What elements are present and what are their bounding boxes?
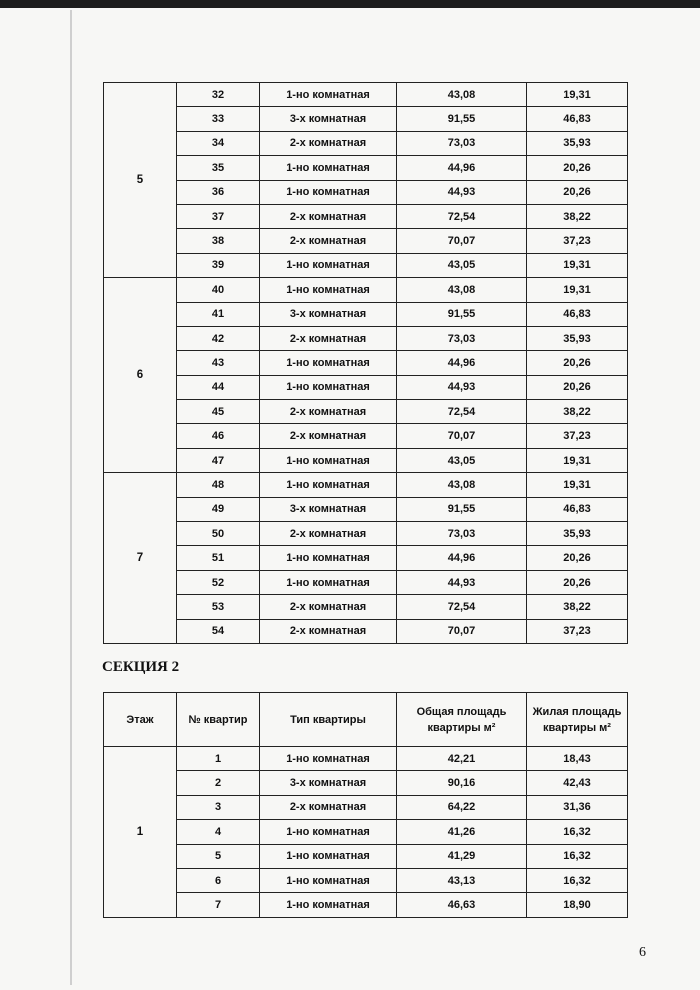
apartment-number-cell: 46 [177,424,260,448]
apartment-type-cell: 3-х комнатная [260,497,397,521]
living-area-cell: 37,23 [527,229,628,253]
table-row [104,424,628,448]
table-row [104,570,628,594]
living-area-cell: 19,31 [527,448,628,472]
living-area-cell: 20,26 [527,156,628,180]
total-area-cell: 72,54 [397,400,527,424]
section-title: СЕКЦИЯ 2 [102,659,180,675]
living-area-cell: 16,32 [527,844,628,868]
living-area-cell: 46,83 [527,302,628,326]
header-apartment-number: № квартир [177,693,260,747]
apartment-type-cell: 1-но комнатная [260,844,397,868]
floor-cell: 7 [104,473,177,644]
apartment-type-cell: 3-х комнатная [260,107,397,131]
apartment-type-cell: 1-но комнатная [260,546,397,570]
table-row [104,595,628,619]
apartment-type-cell: 2-х комнатная [260,204,397,228]
table-row [104,473,628,497]
apartment-number-cell: 44 [177,375,260,399]
total-area-cell: 43,08 [397,278,527,302]
apartment-type-cell: 2-х комнатная [260,424,397,448]
total-area-cell: 43,05 [397,253,527,277]
apartment-type-cell: 1-но комнатная [260,893,397,917]
total-area-cell: 70,07 [397,619,527,643]
apartment-type-cell: 1-но комнатная [260,180,397,204]
apartment-number-cell: 40 [177,278,260,302]
table-row [104,351,628,375]
total-area-cell: 73,03 [397,131,527,155]
total-area-cell: 91,55 [397,107,527,131]
apartment-type-cell: 2-х комнатная [260,522,397,546]
table-row [104,107,628,131]
table-row [104,180,628,204]
apartment-number-cell: 39 [177,253,260,277]
table-row [104,375,628,399]
table-row [104,868,628,892]
header-total-area: Общая площадь квартиры м² [397,693,527,747]
total-area-cell: 73,03 [397,326,527,350]
living-area-cell: 18,90 [527,893,628,917]
apartments-table-continued [103,82,628,644]
apartment-type-cell: 1-но комнатная [260,83,397,107]
apartment-type-cell: 2-х комнатная [260,229,397,253]
table-row [104,497,628,521]
floor-cell: 6 [104,278,177,473]
apartment-type-cell: 1-но комнатная [260,868,397,892]
apartment-type-cell: 1-но комнатная [260,156,397,180]
apartment-number-cell: 3 [177,795,260,819]
total-area-cell: 44,93 [397,570,527,594]
living-area-cell: 16,32 [527,820,628,844]
apartment-number-cell: 4 [177,820,260,844]
total-area-cell: 90,16 [397,771,527,795]
table-row [104,253,628,277]
living-area-cell: 18,43 [527,747,628,771]
apartment-type-cell: 2-х комнатная [260,595,397,619]
apartment-type-cell: 1-но комнатная [260,375,397,399]
apartment-number-cell: 36 [177,180,260,204]
total-area-cell: 72,54 [397,204,527,228]
apartment-type-cell: 3-х комнатная [260,302,397,326]
table-row [104,820,628,844]
living-area-cell: 20,26 [527,570,628,594]
total-area-cell: 43,08 [397,83,527,107]
table-header-row [104,693,628,747]
apartment-number-cell: 49 [177,497,260,521]
apartment-number-cell: 41 [177,302,260,326]
total-area-cell: 43,08 [397,473,527,497]
floor-cell: 1 [104,747,177,918]
total-area-cell: 72,54 [397,595,527,619]
binding-shadow [70,10,72,985]
apartment-type-cell: 3-х комнатная [260,771,397,795]
total-area-cell: 41,26 [397,820,527,844]
apartment-number-cell: 47 [177,448,260,472]
table-row [104,795,628,819]
total-area-cell: 42,21 [397,747,527,771]
table-row [104,771,628,795]
total-area-cell: 73,03 [397,522,527,546]
total-area-cell: 44,96 [397,546,527,570]
apartment-number-cell: 38 [177,229,260,253]
total-area-cell: 43,05 [397,448,527,472]
table-row [104,448,628,472]
apartment-number-cell: 50 [177,522,260,546]
apartment-number-cell: 32 [177,83,260,107]
living-area-cell: 16,32 [527,868,628,892]
total-area-cell: 70,07 [397,424,527,448]
living-area-cell: 31,36 [527,795,628,819]
apartment-type-cell: 1-но комнатная [260,351,397,375]
living-area-cell: 46,83 [527,107,628,131]
living-area-cell: 37,23 [527,424,628,448]
section2-table-body [104,747,628,918]
apartment-number-cell: 35 [177,156,260,180]
apartment-number-cell: 45 [177,400,260,424]
total-area-cell: 64,22 [397,795,527,819]
table-row [104,302,628,326]
apartment-number-cell: 1 [177,747,260,771]
table-row [104,204,628,228]
apartment-number-cell: 53 [177,595,260,619]
table-row [104,619,628,643]
apartment-type-cell: 1-но комнатная [260,747,397,771]
table-row [104,893,628,917]
apartment-number-cell: 48 [177,473,260,497]
table-row [104,131,628,155]
table-row [104,844,628,868]
total-area-cell: 44,93 [397,375,527,399]
living-area-cell: 19,31 [527,278,628,302]
page-number: 6 [639,945,646,960]
apartment-type-cell: 1-но комнатная [260,820,397,844]
apartment-type-cell: 1-но комнатная [260,253,397,277]
apartment-number-cell: 33 [177,107,260,131]
living-area-cell: 35,93 [527,131,628,155]
table-row [104,229,628,253]
living-area-cell: 19,31 [527,253,628,277]
living-area-cell: 35,93 [527,326,628,350]
total-area-cell: 41,29 [397,844,527,868]
apartment-type-cell: 2-х комнатная [260,326,397,350]
living-area-cell: 42,43 [527,771,628,795]
living-area-cell: 20,26 [527,546,628,570]
table-row [104,156,628,180]
apartment-type-cell: 1-но комнатная [260,448,397,472]
table-row [104,83,628,107]
header-living-area: Жилая площадь квартиры м² [527,693,628,747]
living-area-cell: 37,23 [527,619,628,643]
table-row [104,278,628,302]
apartment-number-cell: 5 [177,844,260,868]
apartment-type-cell: 1-но комнатная [260,570,397,594]
total-area-cell: 46,63 [397,893,527,917]
section2-apartments-table [103,692,628,918]
apartment-type-cell: 2-х комнатная [260,131,397,155]
living-area-cell: 46,83 [527,497,628,521]
living-area-cell: 38,22 [527,400,628,424]
apartment-number-cell: 51 [177,546,260,570]
total-area-cell: 43,13 [397,868,527,892]
table-row [104,522,628,546]
living-area-cell: 20,26 [527,180,628,204]
total-area-cell: 44,93 [397,180,527,204]
apartment-number-cell: 43 [177,351,260,375]
living-area-cell: 20,26 [527,351,628,375]
table-row [104,400,628,424]
apartments-table-body [104,83,628,644]
apartment-number-cell: 37 [177,204,260,228]
living-area-cell: 35,93 [527,522,628,546]
total-area-cell: 91,55 [397,302,527,326]
living-area-cell: 38,22 [527,595,628,619]
living-area-cell: 19,31 [527,83,628,107]
table-row [104,326,628,350]
apartment-type-cell: 1-но комнатная [260,278,397,302]
apartment-number-cell: 52 [177,570,260,594]
scan-top-edge [0,0,700,8]
total-area-cell: 70,07 [397,229,527,253]
living-area-cell: 38,22 [527,204,628,228]
total-area-cell: 91,55 [397,497,527,521]
total-area-cell: 44,96 [397,156,527,180]
apartment-type-cell: 2-х комнатная [260,795,397,819]
apartment-number-cell: 7 [177,893,260,917]
apartment-number-cell: 54 [177,619,260,643]
apartment-type-cell: 2-х комнатная [260,400,397,424]
apartment-number-cell: 42 [177,326,260,350]
header-floor: Этаж [104,693,177,747]
apartment-type-cell: 1-но комнатная [260,473,397,497]
table-row [104,747,628,771]
living-area-cell: 19,31 [527,473,628,497]
table-row [104,546,628,570]
header-apartment-type: Тип квартиры [260,693,397,747]
apartment-number-cell: 6 [177,868,260,892]
apartment-number-cell: 2 [177,771,260,795]
apartment-type-cell: 2-х комнатная [260,619,397,643]
total-area-cell: 44,96 [397,351,527,375]
apartment-number-cell: 34 [177,131,260,155]
living-area-cell: 20,26 [527,375,628,399]
floor-cell: 5 [104,83,177,278]
